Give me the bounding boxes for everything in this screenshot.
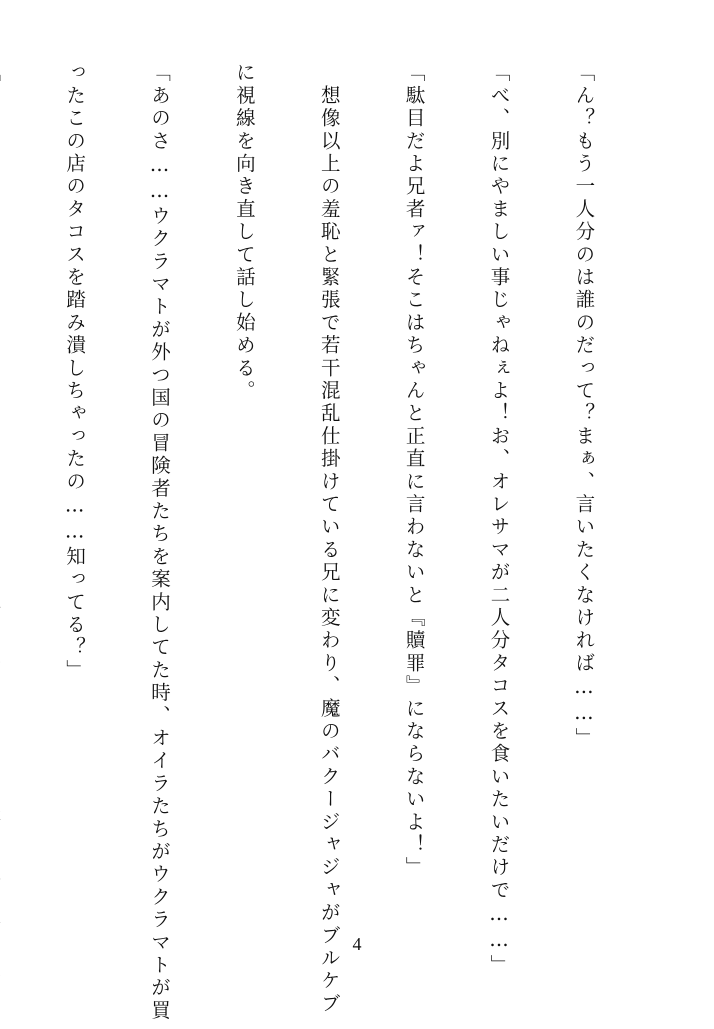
page-number: 4	[352, 934, 362, 954]
text-line: ったこの店のタコスを踏み潰しちゃったの……知ってる？」	[63, 62, 87, 682]
text-line: 想像以上の羞恥と緊張で若干混乱仕掛けている兄に変わり、魔のバクージャジャがブルケブ	[317, 62, 341, 1016]
text-line: 「ん？もう一人分のは誰のだって？まぁ、言いたくなければ……」	[572, 62, 596, 750]
text-line: 「べ、別にやましい事じゃねぇよ！お、オレサマが二人分タコスを食いたいだけで……」	[487, 62, 511, 977]
novel-text-block	[54, 62, 654, 1023]
text-line: 「駄目だよ兄者ァ！そこはちゃんと正直に言わないと『贖罪』にならないよ！」	[402, 62, 426, 880]
text-line	[0, 62, 3, 912]
text-line: 「あのさ……ウクラマトが外つ国の冒険者たちを案内してた時、オイラたちがウクラマトが買	[147, 62, 171, 1023]
text-line: に視線を向き直して話し始める。	[232, 62, 256, 403]
